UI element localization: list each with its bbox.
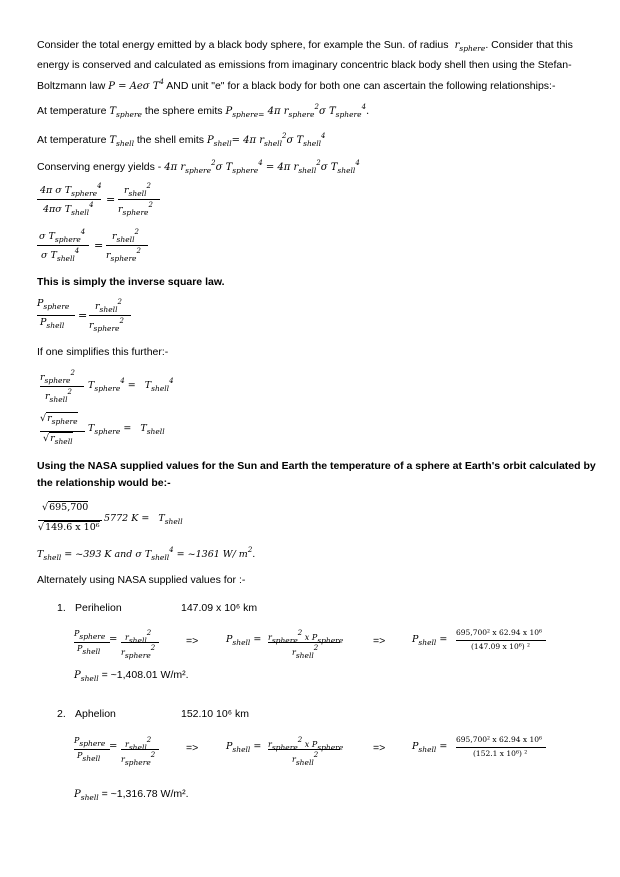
item-1-ratio-left: Psphere Pshell	[74, 629, 114, 659]
eq4-rhs: $T_{sphere}^4 = T_{shell}^4$	[88, 377, 174, 393]
calc-numerator: 695,700	[49, 502, 89, 513]
intro-text-3b: AND unit "e" for a black body for both one can ascertain the following relationships:-	[166, 80, 556, 92]
item-1-ratio-right: rshell2 rsphere2	[121, 629, 161, 659]
calc-sqrt-fraction: √695,700 √149.6 x 10⁶	[38, 502, 104, 538]
item-1-frac-den: (147.09 x 10⁶) ²	[471, 642, 531, 651]
alternately-statement: Alternately using NASA supplied values for :-	[37, 574, 246, 586]
item-2-p-shell-2: $P_{shell}$ =	[412, 741, 448, 754]
item-2-ratio-right: rshell2 rsphere2	[121, 736, 161, 766]
item-1-result-line: $P_{shell}$ = ~1,408.01 W/m².	[74, 669, 189, 683]
line-shell	[37, 129, 326, 151]
intro-math-stefan: P = Aeσ $T^4$	[108, 78, 164, 92]
intro-text-3a: Boltzmann law	[37, 80, 106, 92]
item-2-eq-a: =	[109, 741, 118, 752]
eq3-right-fraction: $r_{shell}^2$ $r_{sphere}^2$	[89, 298, 134, 332]
item-2-ratio-left: Psphere Pshell	[74, 736, 114, 766]
math-p-shell-eq: $P_{shell}= 4\pi$ $r_{shell}^2\sigma$ $T_{shell}^4$	[206, 132, 326, 148]
math-p-sphere-eq: $P_{sphere=}$ 4π $r_{sphere}^2\sigma$ $T_{sphere}^4$.	[225, 103, 370, 119]
eq1-right-fraction: $r_{shell}^2$ $r_{sphere}^2$	[118, 182, 163, 216]
item-2-arrow-2: =>	[373, 742, 386, 754]
item-2-frac-num: 695,700² x 62.94 x 10⁶	[456, 735, 543, 744]
item-2-result: ~1,316.78 W/m².	[110, 788, 189, 800]
item-1-number: 1.	[57, 602, 66, 614]
item-1-p-shell-2: $P_{shell}$ =	[412, 634, 448, 647]
eq5-rhs: $T_{sphere} = T_{shell}$	[88, 423, 165, 436]
calc-denominator: 149.6 x 10⁶	[45, 522, 100, 533]
math-conserve-eq: 4π $r_{sphere}^2\sigma$ $T_{sphere}^4 = 4\pi$ $r_{shell}^2\sigma$ $T_{shell}^4$	[164, 159, 360, 175]
item-1-arrow-1: =>	[186, 635, 199, 647]
eq2-right-fraction: $r_{shell}^2$ $r_{sphere}^2$	[106, 228, 151, 262]
intro-text-2: energy is conserved and calculated as emissions from imaginary concentric black body shell then using the Stefan-	[37, 59, 572, 71]
intro-paragraph	[37, 37, 592, 95]
item-2-pshell-fraction: rsphere2 x Psphere rshell2	[268, 736, 344, 767]
eq3-equals: =	[78, 309, 88, 322]
math-t-shell: $T_{shell}$	[109, 135, 134, 148]
item-2-distance: 152.10 10⁶ km	[181, 708, 249, 720]
item-1-numeric-fraction	[456, 628, 548, 658]
inverse-square-statement: This is simply the inverse square law.	[37, 276, 225, 288]
item-2-label: Aphelion	[75, 708, 116, 720]
item-1-frac-num: 695,700² x 62.94 x 10⁶	[456, 628, 543, 637]
item-1-eq-a: =	[109, 634, 118, 645]
line-shell-text-a: At temperature	[37, 134, 107, 146]
eq1-equals: =	[106, 193, 116, 206]
item-1-pshell-fraction: rsphere2 x Psphere rshell2	[268, 629, 344, 660]
nasa-line-1: Using the NASA supplied values for the Sun and Earth the temperature of a sphere at Earth's orbit calculated by	[37, 460, 596, 472]
item-2-p-shell: $P_{shell}$ =	[226, 741, 262, 754]
eq5-sqrt-fraction: $√r_{sphere}$ $√r_{shell}$	[40, 413, 85, 449]
item-1-result: ~1,408.01 W/m².	[110, 669, 189, 681]
line-shell-text-b: the shell emits	[136, 134, 205, 146]
eq2-left-fraction: σ $T_{sphere}^4$ σ $T_{shell}^4$	[37, 228, 91, 262]
eq2-equals: =	[94, 239, 104, 252]
simplify-statement: If one simplifies this further:-	[37, 346, 169, 358]
math-t-sphere: $T_{sphere}$	[109, 106, 142, 119]
intro-math-r-sphere: $r_{sphere}$	[451, 40, 486, 53]
item-2-arrow-1: =>	[186, 742, 199, 754]
eq3-left-fraction: $P_{sphere}$ $P_{shell}$	[37, 298, 77, 332]
calc-result: $T_{shell}$ = ~393 K and σ $T_{shell}^4$ = ~1361 W/ $m^2$.	[37, 546, 256, 562]
item-2-number: 2.	[57, 708, 66, 720]
calc-rhs: 5772 $K = T_{shell}$	[104, 513, 183, 526]
eq1-left-fraction: 4π σ $T_{sphere}^4$ 4πσ $T_{shell}^4$	[37, 182, 103, 216]
item-2-frac-den: (152.1 x 10⁶) ²	[473, 749, 528, 758]
intro-text-1b: . Consider that this	[485, 39, 573, 51]
item-1-p-shell: $P_{shell}$ =	[226, 634, 262, 647]
intro-text-1: Consider the total energy emitted by a black body sphere, for example the Sun. of radius	[37, 39, 449, 51]
item-1-label: Perihelion	[75, 602, 122, 614]
nasa-line-2: the relationship would be:-	[37, 477, 171, 489]
item-1-distance: 147.09 x 10⁶ km	[181, 602, 258, 614]
item-2-numeric-fraction	[456, 735, 548, 765]
line-conserve-text: Conserving energy yields -	[37, 161, 162, 173]
line-sphere-text-a: At temperature	[37, 105, 107, 117]
item-1-arrow-2: =>	[373, 635, 386, 647]
item-2-result-line: $P_{shell}$ = ~1,316.78 W/m².	[74, 788, 189, 802]
line-sphere	[37, 100, 369, 122]
line-sphere-text-b: the sphere emits	[144, 105, 223, 117]
calc-temp: 5772 K =	[104, 513, 150, 524]
eq4-fraction: $r_{sphere}^2$ $r_{shell}^2$	[40, 369, 85, 403]
line-conserve	[37, 156, 360, 178]
